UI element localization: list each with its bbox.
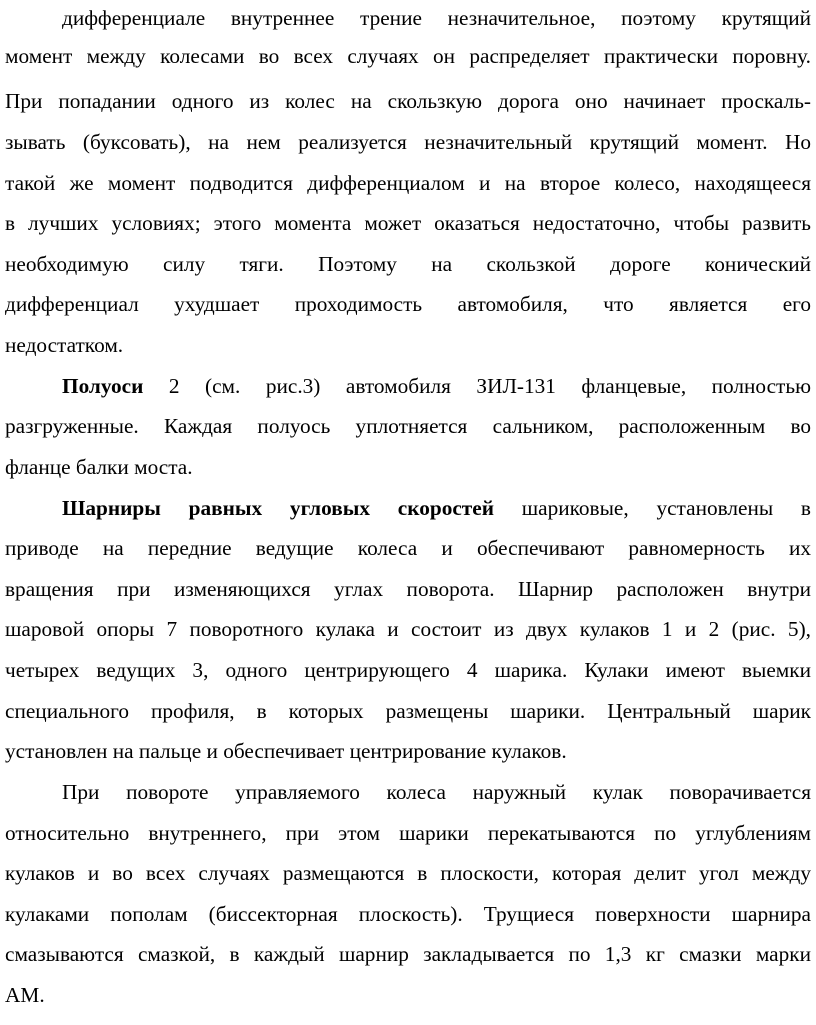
term-sharniry: Шарниры равных угловых скоростей — [62, 496, 494, 520]
text-line: относительно внутреннего, при этом шарики перекатываются по углублениям — [5, 821, 811, 845]
text-line: недостатком. — [5, 333, 124, 357]
text-line: приводе на передние ведущие колеса и обеспечивают равномерность их — [5, 536, 811, 560]
text-line: кулаками пополам (биссекторная плоскость). Трущиеся поверхности шарнира — [5, 902, 811, 926]
text-line: в лучших условиях; этого момента может оказаться недостаточно, чтобы развить — [5, 211, 811, 235]
text-line: необходимую силу тяги. Поэтому на скользкой дороге конический — [5, 252, 811, 276]
text-line: При попадании одного из колес на скользкую дорога оно начинает проскаль- — [5, 89, 811, 113]
text-line: При повороте управляемого колеса наружный кулак поворачивается — [62, 780, 811, 804]
text-line: такой же момент подводится дифференциалом и на второе колесо, находящееся — [5, 171, 811, 195]
text-line: специального профиля, в которых размещены шарики. Центральный шарик — [5, 699, 811, 723]
text-line: установлен на пальце и обеспечивает центрирование кулаков. — [5, 739, 567, 763]
text-line: момент между колесами во всех случаях он распределяет практически поровну. — [5, 44, 811, 68]
text-line: разгруженные. Каждая полуось уплотняется сальником, расположенным во — [5, 414, 811, 438]
text-line: кулаков и во всех случаях размещаются в плоскости, которая делит угол между — [5, 861, 811, 885]
term-poluosi: Полуоси — [62, 374, 144, 398]
paragraph-cv-joints-line: Шарниры равных угловых скоростей шариковые, установлены в — [62, 496, 811, 520]
text-line: смазываются смазкой, в каждый шарнир закладывается по 1,3 кг смазки марки — [5, 942, 811, 966]
text-line: вращения при изменяющихся углах поворота. Шарнир расположен внутри — [5, 577, 811, 601]
text-line: зывать (буксовать), на нем реализуется незначительный крутящий момент. Но — [5, 130, 811, 154]
text-line: фланце балки моста. — [5, 455, 193, 479]
text-line: четырех ведущих 3, одного центрирующего 4 шарика. Кулаки имеют выемки — [5, 658, 811, 682]
text-line: АМ. — [5, 983, 45, 1007]
paragraph-axles-line: Полуоси 2 (см. рис.3) автомобиля ЗИЛ-131 фланцевые, полностью — [62, 374, 811, 398]
text-line: шаровой опоры 7 поворотного кулака и состоит из двух кулаков 1 и 2 (рис. 5), — [5, 617, 811, 641]
text-line: дифференциале внутреннее трение незначительное, поэтому крутящий — [62, 6, 811, 30]
text-line: дифференциал ухудшает проходимость автомобиля, что является его — [5, 292, 811, 316]
